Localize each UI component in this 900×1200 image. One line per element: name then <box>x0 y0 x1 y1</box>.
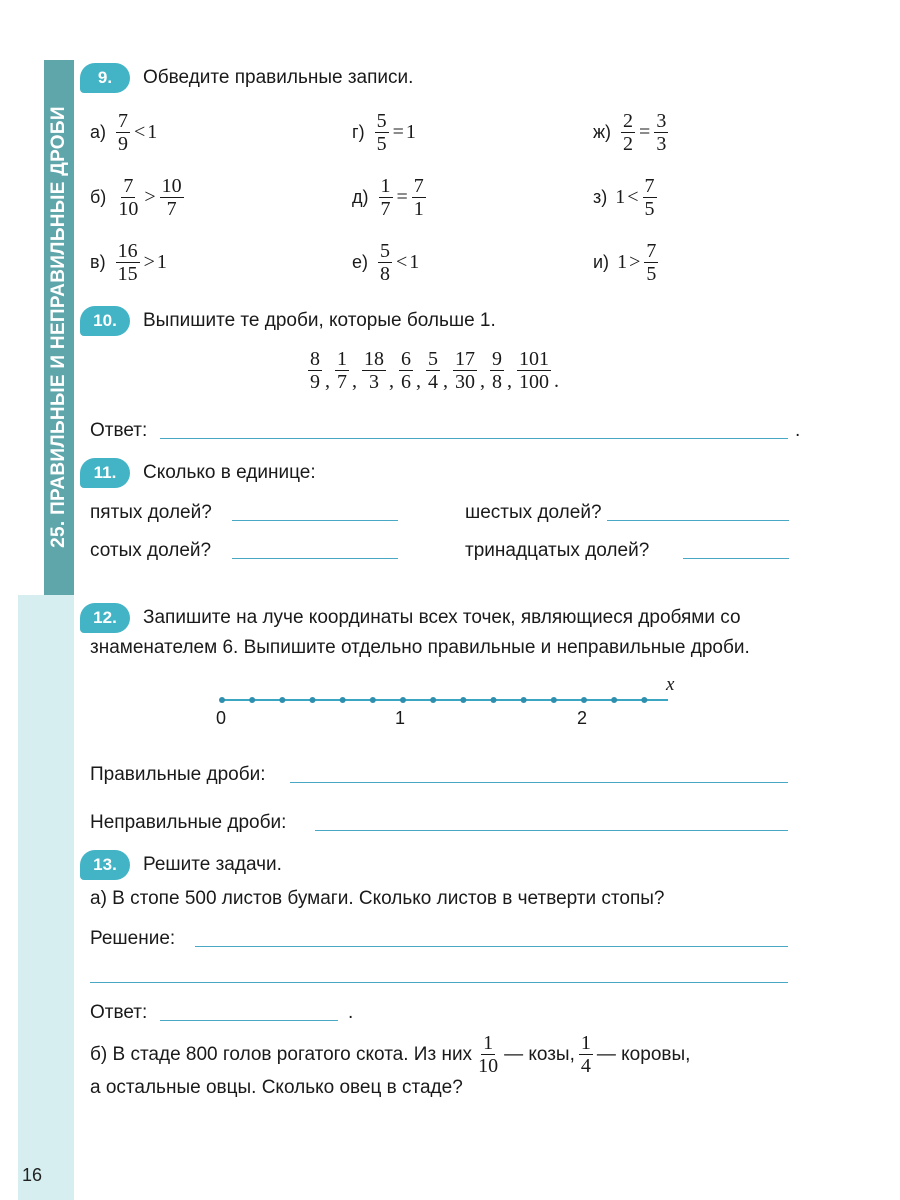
number-line-point[interactable] <box>310 697 316 703</box>
q-sixths-answer-line[interactable] <box>607 520 789 521</box>
item-fraction <box>116 240 140 285</box>
item-fraction <box>375 110 389 155</box>
list-fraction <box>426 348 440 393</box>
fraction-numerator: 1 <box>337 348 347 370</box>
task-10-answer-label: Ответ: <box>90 420 148 441</box>
task-12-title-line2: знаменателем 6. Выпишите отдельно правильные и неправильные дроби. <box>90 637 750 658</box>
proper-fractions-label: Правильные дроби: <box>90 764 266 785</box>
improper-fractions-line[interactable] <box>315 830 788 831</box>
tick-label-0: 0 <box>216 708 227 728</box>
number-line-point[interactable] <box>430 697 436 703</box>
fraction-denominator: 8 <box>380 263 391 285</box>
task-9-badge: 9. <box>80 63 130 93</box>
fraction-numerator: 1 <box>580 1032 591 1054</box>
task-13-title: Решите задачи. <box>143 854 282 875</box>
fraction-denominator: 9 <box>310 371 320 393</box>
task-13a-answer-line[interactable] <box>160 1020 338 1021</box>
fraction-numerator: 9 <box>492 348 502 370</box>
item-number: 1 <box>405 121 416 143</box>
task-13b-line1 <box>90 1032 690 1077</box>
task-10-answer-line[interactable] <box>160 438 788 439</box>
list-separator: , <box>416 370 421 392</box>
proper-fractions-line[interactable] <box>290 782 788 783</box>
task-12-title-line1: Запишите на луче координаты всех точек, являющиеся дробями со <box>143 607 741 628</box>
comparison-sign: > <box>143 251 155 273</box>
list-separator: , <box>389 370 394 392</box>
comparison-sign: > <box>629 251 641 273</box>
q-hundredths-answer-line[interactable] <box>232 558 398 559</box>
fraction-numerator: 3 <box>656 110 667 132</box>
fraction-denominator: 8 <box>492 371 502 393</box>
number-line[interactable] <box>210 672 690 732</box>
item-fraction <box>160 175 184 220</box>
q-sixths: шестых долей? <box>465 502 602 523</box>
fraction-one-quarter <box>579 1032 593 1077</box>
fraction-numerator: 7 <box>644 175 655 197</box>
list-fraction <box>308 348 322 393</box>
fraction-denominator: 30 <box>455 371 475 393</box>
comparison-sign: = <box>396 186 408 208</box>
q-thirteenths-answer-line[interactable] <box>683 558 789 559</box>
fraction-denominator: 7 <box>166 198 177 220</box>
item-number: 1 <box>617 251 628 273</box>
fraction-denominator: 2 <box>623 133 634 155</box>
fraction-denominator: 10 <box>118 198 139 220</box>
item-fraction <box>644 240 658 285</box>
task-10-fraction-list <box>306 348 562 393</box>
q-fifths-answer-line[interactable] <box>232 520 398 521</box>
fraction-denominator: 3 <box>656 133 667 155</box>
list-separator: , <box>325 370 330 392</box>
task-9-title: Обведите правильные записи. <box>143 67 414 88</box>
list-fraction <box>335 348 349 393</box>
item-label: ж) <box>593 122 612 142</box>
fraction-denominator: 4 <box>580 1055 591 1077</box>
task-11-title: Сколько в единице: <box>143 462 316 483</box>
item-label: а) <box>90 122 107 142</box>
item-fraction <box>378 240 392 285</box>
page-number: 16 <box>22 1165 43 1185</box>
number-line-point[interactable] <box>370 697 376 703</box>
item-fraction <box>654 110 668 155</box>
fraction-denominator: 5 <box>644 198 655 220</box>
list-fraction <box>517 348 551 393</box>
fraction-one-tenth <box>476 1032 500 1077</box>
item-fraction <box>643 175 657 220</box>
task-9-item[interactable] <box>352 175 428 220</box>
fraction-denominator: 4 <box>428 371 438 393</box>
number-line-point[interactable] <box>551 697 557 703</box>
fraction-numerator: 6 <box>401 348 411 370</box>
task-11-badge: 11. <box>80 458 130 488</box>
task-9-item[interactable] <box>593 240 660 285</box>
number-line-point[interactable] <box>491 697 497 703</box>
task-9-item[interactable] <box>90 110 157 155</box>
q-hundredths: сотых долей? <box>90 540 212 561</box>
q-thirteenths: тринадцатых долей? <box>465 540 650 561</box>
number-line-point[interactable] <box>641 697 647 703</box>
side-tab-lower <box>18 595 74 1200</box>
fraction-denominator: 10 <box>478 1055 499 1077</box>
item-label: б) <box>90 187 107 207</box>
number-line-point[interactable] <box>249 697 255 703</box>
number-line-point[interactable] <box>611 697 617 703</box>
fraction-numerator: 1 <box>380 175 391 197</box>
fraction-numerator: 10 <box>161 175 182 197</box>
list-fraction <box>399 348 413 393</box>
solution-line-2[interactable] <box>90 982 788 983</box>
number-line-point[interactable] <box>219 697 225 703</box>
task-10-badge: 10. <box>80 306 130 336</box>
fraction-denominator: 9 <box>118 133 129 155</box>
fraction-denominator: 5 <box>376 133 387 155</box>
comparison-sign: < <box>134 121 146 143</box>
fraction-denominator: 15 <box>117 263 138 285</box>
fraction-numerator: 18 <box>364 348 384 370</box>
fraction-denominator: 7 <box>337 371 347 393</box>
chapter-title: 25. ПРАВИЛЬНЫЕ И НЕПРАВИЛЬНЫЕ ДРОБИ <box>48 106 69 548</box>
list-fraction <box>362 348 386 393</box>
fraction-numerator: 5 <box>428 348 438 370</box>
axis-label-x: x <box>666 674 675 695</box>
number-line-point[interactable] <box>279 697 285 703</box>
fraction-numerator: 7 <box>413 175 424 197</box>
task-13a-answer-dot: . <box>348 1002 354 1023</box>
fraction-numerator: 2 <box>623 110 634 132</box>
item-number: 1 <box>615 186 626 208</box>
item-fraction <box>412 175 426 220</box>
list-end-dot: . <box>554 370 559 392</box>
fraction-numerator: 7 <box>646 240 657 262</box>
item-number: 1 <box>409 251 420 273</box>
task-9-item[interactable] <box>352 240 419 285</box>
tick-label-2: 2 <box>577 708 588 728</box>
list-separator: , <box>480 370 485 392</box>
item-number: 1 <box>156 251 167 273</box>
item-fraction <box>379 175 393 220</box>
solution-label: Решение: <box>90 928 176 949</box>
fraction-denominator: 6 <box>401 371 411 393</box>
fraction-denominator: 5 <box>646 263 657 285</box>
list-separator: , <box>507 370 512 392</box>
fraction-numerator: 7 <box>123 175 134 197</box>
item-label: г) <box>352 122 365 142</box>
fraction-numerator: 16 <box>117 240 138 262</box>
task-13b-line2: а остальные овцы. Сколько овец в стаде? <box>90 1077 463 1098</box>
number-line-point[interactable] <box>581 697 587 703</box>
comparison-sign: = <box>392 121 404 143</box>
task-10-title: Выпишите те дроби, которые больше 1. <box>143 310 496 331</box>
fraction-numerator: 5 <box>376 110 387 132</box>
list-fraction <box>490 348 504 393</box>
fraction-numerator: 8 <box>310 348 320 370</box>
item-label: з) <box>593 187 608 207</box>
task-9-item[interactable] <box>90 175 186 220</box>
task-13-badge: 13. <box>80 850 130 880</box>
number-line-point[interactable] <box>400 697 406 703</box>
number-line-points <box>219 697 647 703</box>
comparison-sign: < <box>627 186 639 208</box>
task-13b-text-3: — коровы, <box>596 1043 691 1065</box>
number-line-point[interactable] <box>460 697 466 703</box>
list-fraction <box>453 348 477 393</box>
task-9-item[interactable] <box>593 175 659 220</box>
item-label: е) <box>352 252 369 272</box>
number-line-point[interactable] <box>521 697 527 703</box>
fraction-numerator: 5 <box>380 240 391 262</box>
list-separator: , <box>352 370 357 392</box>
task-13b-text-2: — козы, <box>504 1043 575 1065</box>
task-13a-text: а) В стопе 500 листов бумаги. Сколько листов в четверти стопы? <box>90 888 665 909</box>
item-label: и) <box>593 252 610 272</box>
fraction-denominator: 3 <box>369 371 379 393</box>
item-label: д) <box>352 187 369 207</box>
item-fraction <box>116 110 130 155</box>
task-9-item[interactable] <box>90 240 167 285</box>
number-line-point[interactable] <box>340 697 346 703</box>
task-9-item[interactable] <box>593 110 670 155</box>
fraction-numerator: 17 <box>455 348 475 370</box>
comparison-sign: = <box>639 121 651 143</box>
improper-fractions-label: Неправильные дроби: <box>90 812 287 833</box>
task-12-badge: 12. <box>80 603 130 633</box>
comparison-sign: < <box>396 251 408 273</box>
item-number: 1 <box>147 121 158 143</box>
task-13b-text-1: б) В стаде 800 голов рогатого скота. Из них <box>90 1043 473 1065</box>
fraction-numerator: 101 <box>519 348 549 370</box>
fraction-denominator: 1 <box>413 198 424 220</box>
fraction-denominator: 7 <box>380 198 391 220</box>
q-fifths: пятых долей? <box>90 502 212 523</box>
task-9-item[interactable] <box>352 110 416 155</box>
task-10-answer-dot: . <box>795 420 801 441</box>
solution-line-1[interactable] <box>195 946 788 947</box>
fraction-numerator: 1 <box>483 1032 494 1054</box>
fraction-numerator: 7 <box>118 110 129 132</box>
item-fraction <box>116 175 140 220</box>
list-separator: , <box>443 370 448 392</box>
item-label: в) <box>90 252 106 272</box>
comparison-sign: > <box>144 186 156 208</box>
tick-label-1: 1 <box>395 708 406 728</box>
item-fraction <box>621 110 635 155</box>
fraction-denominator: 100 <box>519 371 549 393</box>
task-13a-answer-label: Ответ: <box>90 1002 148 1023</box>
